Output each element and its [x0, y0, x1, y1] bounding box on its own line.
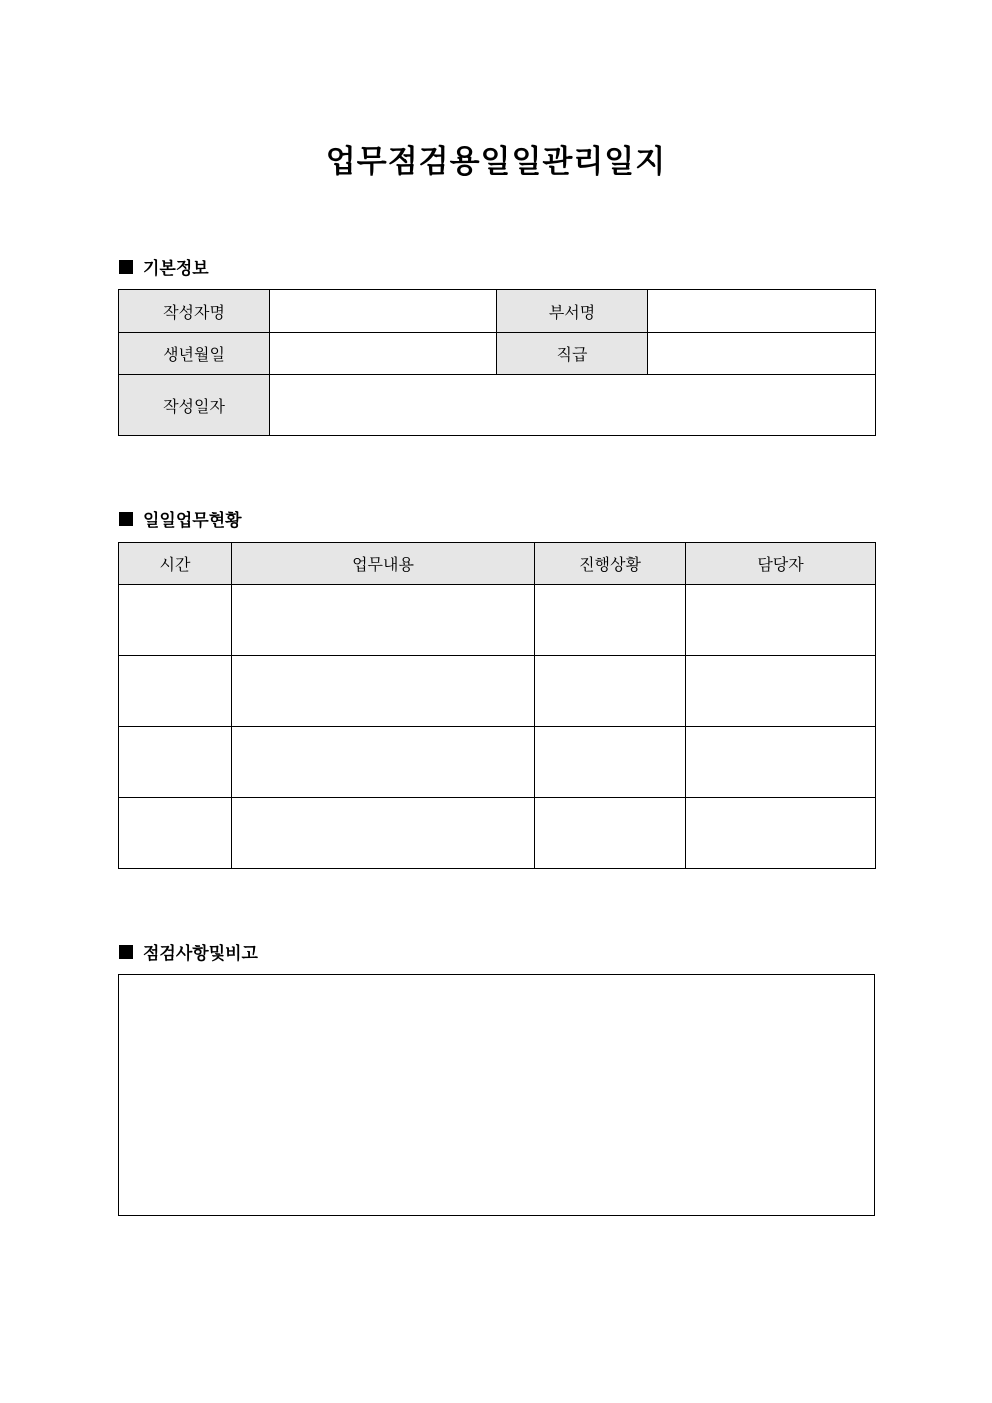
progress-cell[interactable]	[535, 727, 686, 798]
assignee-cell[interactable]	[686, 656, 876, 727]
column-header-task-content: 업무내용	[232, 543, 535, 585]
section-heading-daily-tasks	[119, 506, 242, 531]
section-heading-label: 기본정보	[143, 259, 209, 279]
department-label: 부서명	[497, 290, 648, 333]
table-row	[119, 798, 876, 869]
time-cell[interactable]	[119, 798, 232, 869]
section-heading-notes	[119, 939, 258, 964]
square-bullet-icon	[119, 260, 133, 274]
time-cell[interactable]	[119, 585, 232, 656]
birthdate-label: 생년월일	[119, 333, 270, 375]
assignee-cell[interactable]	[686, 585, 876, 656]
progress-cell[interactable]	[535, 656, 686, 727]
birthdate-field[interactable]	[270, 333, 497, 375]
square-bullet-icon	[119, 512, 133, 526]
time-cell[interactable]	[119, 656, 232, 727]
section-heading-label: 일일업무현황	[143, 511, 242, 531]
position-label: 직급	[497, 333, 648, 375]
time-cell[interactable]	[119, 727, 232, 798]
position-field[interactable]	[648, 333, 876, 375]
column-header-assignee: 담당자	[686, 543, 876, 585]
table-row	[119, 727, 876, 798]
task-content-cell[interactable]	[232, 585, 535, 656]
progress-cell[interactable]	[535, 585, 686, 656]
task-content-cell[interactable]	[232, 727, 535, 798]
table-row	[119, 656, 876, 727]
date-field[interactable]	[270, 375, 876, 436]
assignee-cell[interactable]	[686, 798, 876, 869]
department-field[interactable]	[648, 290, 876, 333]
column-header-time: 시간	[119, 543, 232, 585]
task-content-cell[interactable]	[232, 656, 535, 727]
notes-box[interactable]	[118, 974, 875, 1216]
section-heading-basic-info	[119, 254, 209, 279]
basic-info-table	[118, 289, 876, 436]
assignee-cell[interactable]	[686, 727, 876, 798]
table-row	[119, 585, 876, 656]
daily-tasks-table	[118, 542, 876, 869]
section-heading-label: 점검사항및비고	[143, 944, 258, 964]
task-content-cell[interactable]	[232, 798, 535, 869]
author-label: 작성자명	[119, 290, 270, 333]
square-bullet-icon	[119, 945, 133, 959]
page-title: 업무점검용일일관리일지	[325, 144, 667, 180]
progress-cell[interactable]	[535, 798, 686, 869]
column-header-progress: 진행상황	[535, 543, 686, 585]
author-field[interactable]	[270, 290, 497, 333]
date-label: 작성일자	[119, 375, 270, 436]
